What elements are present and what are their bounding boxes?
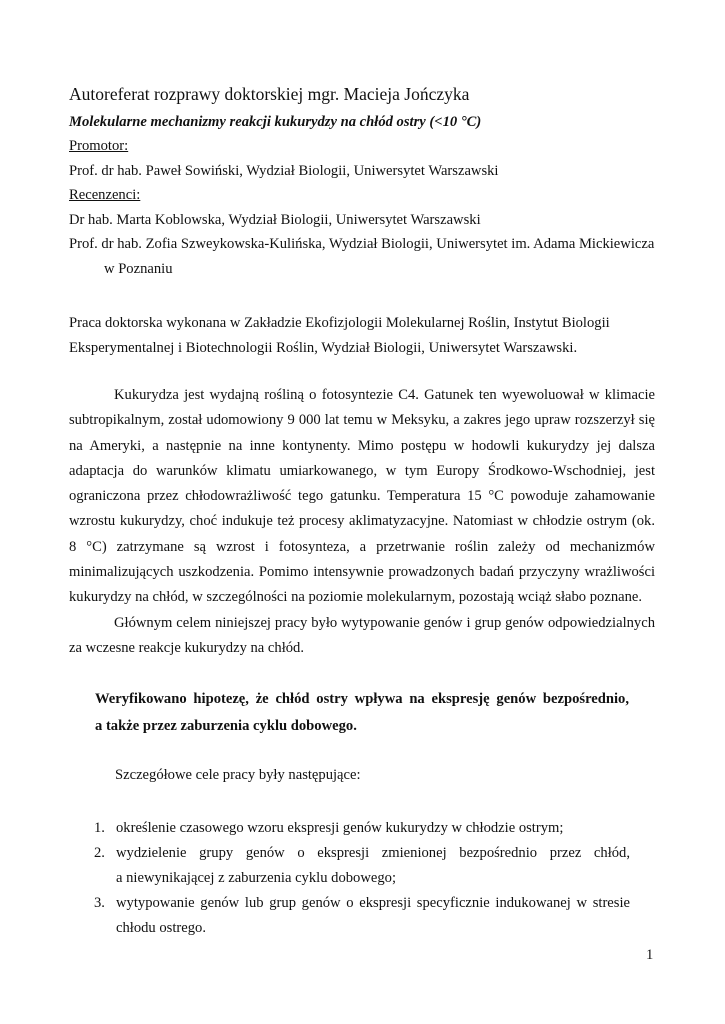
intro-line: ograniczona przez chłodowrażliwość tego gatunku. Temperatura 15 °C powoduje zahamowanie (69, 488, 655, 505)
list-item (94, 841, 630, 891)
list-item (94, 816, 630, 841)
goals-list (94, 816, 630, 941)
intro-line: Kukurydza jest wydajną rośliną o fotosyntezie C4. Gatunek ten wyewoluował w klimacie (114, 387, 655, 403)
hypothesis-line: a także przez zaburzenia cyklu dobowego. (95, 718, 357, 734)
aim-line: za wczesne reakcje kukurydzy na chłód. (69, 639, 305, 656)
promotor-name: Prof. dr hab. Paweł Sowiński, Wydział Biologii, Uniwersytet Warszawski (69, 163, 499, 179)
intro-line: subtropikalnym, został udomowiony 9 000 lat temu w Meksyku, a zakres jego upraw rozszerzył się (69, 412, 655, 429)
goal-line: wytypowanie genów lub grup genów o ekspresji specyficznie indukowanej w stresie (116, 895, 630, 911)
reviewer-2: Prof. dr hab. Zofia Szweykowska-Kulińska, Wydział Biologii, Uniwersytet im. Adama Mickiewicza (69, 236, 655, 252)
goals-intro: Szczegółowe cele pracy były następujące: (115, 767, 361, 783)
intro-line: adaptacja do warunków klimatu umiarkowanego, w tym Europy Środkowo-Wschodniej, jest (69, 462, 655, 479)
list-item (94, 891, 630, 941)
thesis-title: Molekularne mechanizmy reakcji kukurydzy na chłód ostry (<10 °C) (69, 114, 482, 130)
goal-line: określenie czasowego wzoru ekspresji genów kukurydzy w chłodzie ostrym; (116, 820, 564, 836)
document-title: Autoreferat rozprawy doktorskiej mgr. Macieja Jończyka (69, 84, 470, 104)
intro-line: 8 °C) zatrzymane są wzrost i fotosynteza, a przetrwanie roślin zależy od mechanizmów (69, 538, 655, 555)
reviewer-1: Dr hab. Marta Koblowska, Wydział Biologii, Uniwersytet Warszawski (69, 212, 481, 228)
list-number: 3. (94, 895, 105, 911)
affiliation-line-2: Eksperymentalnej i Biotechnologii Roślin, Wydział Biologii, Uniwersytet Warszawski. (69, 340, 578, 356)
list-number: 1. (94, 820, 105, 836)
reviewers-label: Recenzenci: (69, 187, 141, 203)
intro-line: kukurydzy na chłód, w szczególności na poziomie molekularnym, pozostają wciąż słabo poznane. (69, 589, 643, 606)
intro-line: wzrostu kukurydzy, choć indukuje też procesy aklimatyzacyjne. Natomiast w chłodzie ostrym (ok. (69, 513, 655, 530)
hypothesis (95, 686, 629, 740)
hypothesis-line: Weryfikowano hipotezę, że chłód ostry wpływa na ekspresję genów bezpośrednio, (95, 691, 629, 707)
goal-line: a niewynikającej z zaburzenia cyklu dobowego; (116, 870, 396, 886)
affiliation-line-1: Praca doktorska wykonana w Zakładzie Ekofizjologii Molekularnej Roślin, Instytut Biologii (69, 315, 610, 331)
intro-line: na Ameryki, a następnie na inne kontynenty. Mimo postępu w hodowli kukurydzy jej dalsza (69, 437, 655, 454)
reviewer-2-continued: w Poznaniu (104, 261, 173, 277)
goal-line: wydzielenie grupy genów o ekspresji zmienionej bezpośrednio przez chłód, (116, 845, 630, 861)
intro-line: minimalizujących uszkodzenia. Pomimo intensywnie prowadzonych badań przyczyny wrażliwości (69, 564, 655, 581)
promotor-label: Promotor: (69, 138, 129, 154)
list-number: 2. (94, 845, 105, 861)
aim-line: Głównym celem niniejszej pracy było wytypowanie genów i grup genów odpowiedzialnych (114, 614, 655, 631)
goal-line: chłodu ostrego. (116, 920, 206, 936)
page-number: 1 (646, 947, 654, 963)
intro-paragraph (69, 383, 655, 661)
